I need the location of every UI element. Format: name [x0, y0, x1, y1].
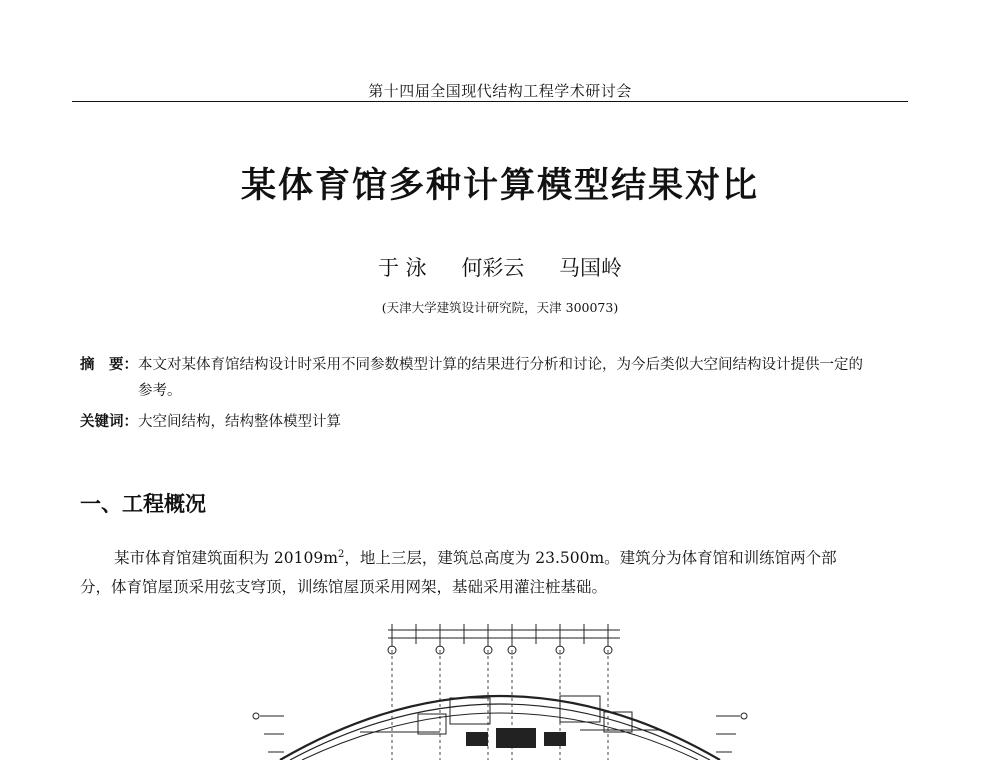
keywords-label: 关键词： — [80, 414, 138, 430]
paper-title: 某体育馆多种计算模型结果对比 — [240, 166, 759, 206]
author-1: 于 泳 — [377, 256, 427, 280]
author-3: 马国岭 — [559, 256, 623, 280]
body-text-part2: ，地上三层，建筑总高度为 23.500m。建筑分为体育馆和训练馆两个部 — [344, 549, 837, 568]
abstract-label: 摘 要： — [80, 357, 138, 373]
header-rule — [72, 101, 908, 102]
abstract-text-line2: 参考。 — [138, 383, 182, 399]
section-body — [80, 540, 920, 602]
keywords-text: 大空间结构，结构整体模型计算 — [138, 414, 341, 430]
abstract — [80, 352, 920, 404]
area-unit-superscript: 2 — [337, 549, 345, 560]
authors — [0, 252, 1000, 282]
body-text-part1: 某市体育馆建筑面积为 20109m — [114, 549, 338, 568]
affiliation: (天津大学建筑设计研究院，天津 300073) — [381, 300, 619, 315]
body-text-line2: 分，体育馆屋顶采用弦支穹顶，训练馆屋顶采用网架，基础采用灌注桩基础。 — [80, 578, 608, 597]
floor-plan-drawing — [240, 612, 760, 760]
running-header: 第十四届全国现代结构工程学术研讨会 — [368, 82, 632, 100]
abstract-text-line1: 本文对某体育馆结构设计时采用不同参数模型计算的结果进行分析和讨论，为今后类似大空间结构设计提供一定的 — [138, 357, 863, 373]
keywords — [80, 410, 920, 431]
author-2: 何彩云 — [461, 256, 525, 280]
section-heading: 一、工程概况 — [80, 492, 206, 516]
